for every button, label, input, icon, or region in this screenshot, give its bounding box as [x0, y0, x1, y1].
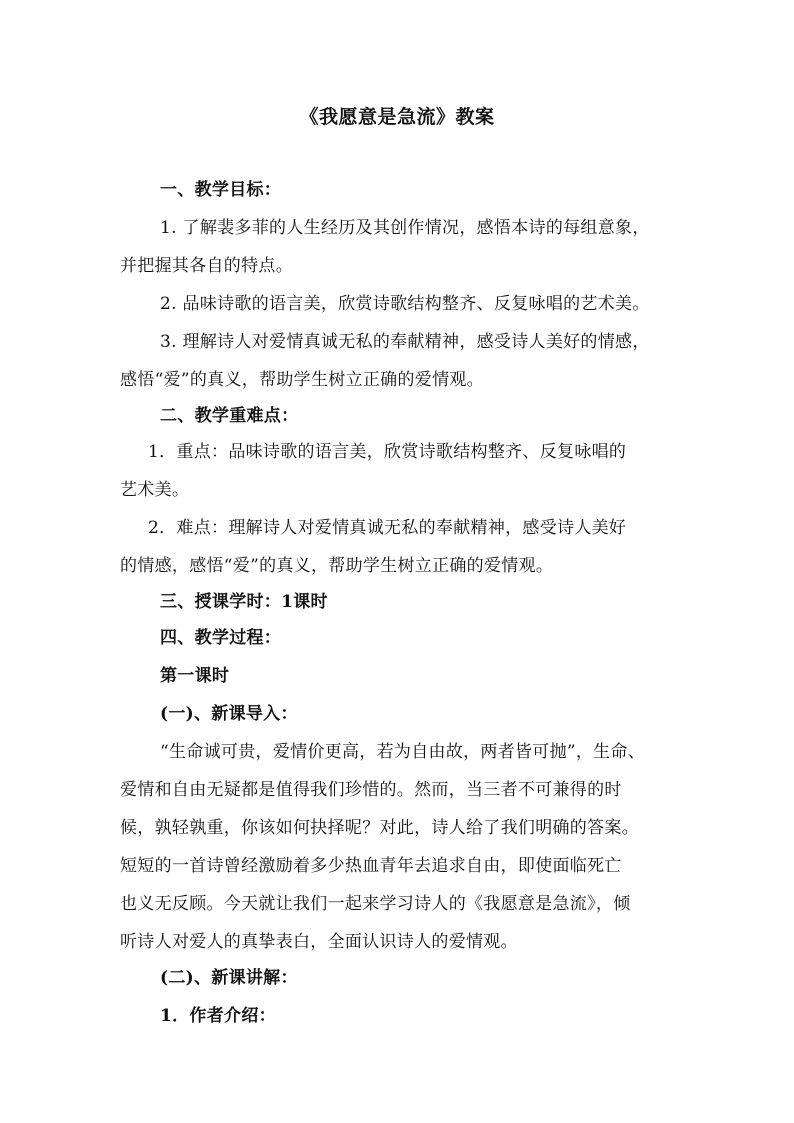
heading-key-difficult-points: 二、教学重难点： [160, 406, 299, 426]
heading-class-hours: 三、授课学时：1课时 [160, 592, 328, 612]
author-introduction-heading: 1．作者介绍： [160, 1006, 276, 1026]
key-point-line-2: 艺术美。 [120, 480, 190, 500]
objective-1-line-1: 1. 了解裴多菲的人生经历及其创作情况，感悟本诗的每组意象， [160, 218, 650, 238]
objective-3-line-2: 感悟“爱”的真义，帮助学生树立正确的爱情观。 [120, 370, 484, 390]
introduction-paragraph-line-6: 听诗人对爱人的真挚表白，全面认识诗人的爱情观。 [120, 932, 518, 952]
section-new-lesson-heading: (二)、新课讲解： [160, 968, 298, 988]
key-point-line-1: 1．重点：品味诗歌的语言美，欣赏诗歌结构整齐、反复咏唱的 [148, 442, 627, 462]
introduction-paragraph-line-3: 候，孰轻孰重，你该如何抉择呢？对此，诗人给了我们明确的答案。 [120, 818, 639, 838]
difficult-point-line-1: 2．难点：理解诗人对爱情真诚无私的奉献精神，感受诗人美好 [148, 518, 627, 538]
heading-teaching-process: 四、教学过程： [160, 628, 282, 648]
introduction-paragraph-line-5: 也义无反顾。今天就让我们一起来学习诗人的《我愿意是急流》，倾 [120, 894, 631, 914]
heading-teaching-objectives: 一、教学目标： [160, 180, 282, 200]
introduction-paragraph-line-2: 爱情和自由无疑都是值得我们珍惜的。然而，当三者不可兼得的时 [120, 780, 622, 800]
introduction-paragraph-line-4: 短短的一首诗曾经激励着多少热血青年去追求自由，即使面临死亡 [120, 856, 622, 876]
document-title: 《我愿意是急流》教案 [299, 106, 495, 128]
objective-1-line-2: 并把握其各自的特点。 [120, 256, 293, 276]
difficult-point-line-2: 的情感，感悟“爱”的真义，帮助学生树立正确的爱情观。 [120, 556, 554, 576]
lesson-one-heading: 第一课时 [160, 666, 230, 686]
section-introduction-heading: (一)、新课导入： [160, 704, 298, 724]
introduction-paragraph-line-1: “生命诚可贵，爱情价更高，若为自由故，两者皆可抛”，生命、 [160, 742, 646, 762]
objective-2: 2. 品味诗歌的语言美，欣赏诗歌结构整齐、反复咏唱的艺术美。 [160, 294, 650, 314]
objective-3-line-1: 3. 理解诗人对爱情真诚无私的奉献精神，感受诗人美好的情感， [160, 332, 650, 352]
